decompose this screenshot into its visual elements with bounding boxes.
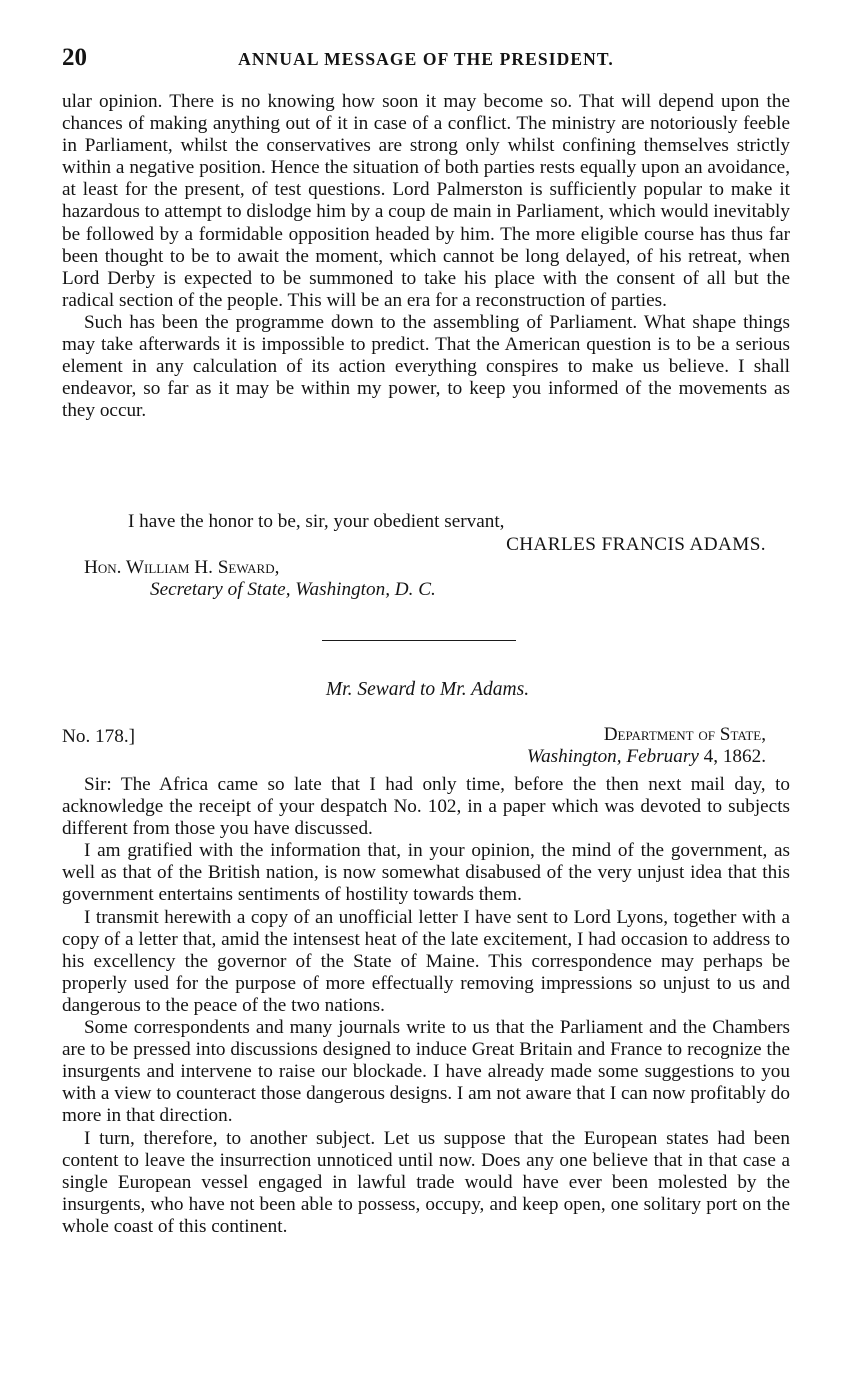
- dateline: [527, 746, 766, 768]
- second-letter-paragraph-3: I transmit herewith a copy of an unofficial letter I have sent to Lord Lyons, together with a copy of a letter that, amid the intensest heat of the late excitement, I had occasion to address to his excellency the governor of the State of Maine. This correspondence may perhaps be properly used for the purpose of more effectually removing impressions so unjust to us and dangerous to the peace of the two nations.: [62, 906, 790, 1016]
- first-letter-paragraph-2: Such has been the programme down to the assembling of Parliament. What shape things may take afterwards it is impossible to predict. That the American question is to be a serious element in any calculation of its action everything conspires to make us believe. I shall endeavor, so far as it may be within my power, to keep you informed of the movements as they occur.: [62, 311, 790, 422]
- section-divider: [322, 640, 516, 641]
- second-letter-paragraph-4: Some correspondents and many journals write to us that the Parliament and the Chambers are to be pressed into discussions designed to induce Great Britain and France to recognize the insurgents and intervene to raise our blockade. I have already made some suggestions to you with a view to counteract those dangerous designs. I am not aware that I can now profitably do more in that direction.: [62, 1017, 790, 1127]
- closing-salutation: I have the honor to be, sir, your obedient servant,: [128, 511, 505, 532]
- first-letter-paragraph-1: ular opinion. There is no knowing how soon it may become so. That will depend upon the chances of making anything out of it in case of a conflict. The ministry are notoriously feeble in Parliament, whilst the conservatives are strong only whilst confining themselves strictly within a negative position. Hence the situation of both parties rests equally upon an avoidance, at least for the present, of test questions. Lord Palmerston is sufficiently popular to make it hazardous to attempt to dislodge him by a coup de main in Parliament, which would inevitably be followed by a formidable opposition headed by him. The more eligible course has thus far been thought to be to await the moment, which cannot be long delayed, of his retreat, when Lord Derby is expected to be summoned to take his place with the consent of all but the radical section of the people. This will be an era for a reconstruction of parties.: [62, 91, 790, 311]
- department-heading: Department of State,: [603, 724, 766, 745]
- addressee-name: Hon. William H. Seward,: [84, 557, 280, 578]
- first-letter-body: [62, 91, 790, 422]
- addressee-title: Secretary of State, Washington, D. C.: [150, 579, 436, 600]
- dateline-place: Washington, February: [526, 746, 699, 767]
- second-letter-paragraph-5: I turn, therefore, to another subject. Let us suppose that the European states had been content to leave the insurrection unnoticed until now. Does any one believe that in that case a single European vessel engaged in lawful trade would have ever been molested by the insurgents, who have not been able to possess, occupy, and keep open, one solitary port on the whole coast of this continent.: [62, 1127, 790, 1237]
- second-letter-body: [62, 774, 790, 1238]
- page-number: 20: [62, 44, 87, 71]
- signature: CHARLES FRANCIS ADAMS.: [506, 534, 766, 555]
- letter-title: Mr. Seward to Mr. Adams.: [325, 679, 530, 700]
- running-head: [62, 44, 790, 74]
- despatch-number: No. 178.]: [62, 726, 136, 747]
- second-letter-paragraph-1: Sir: The Africa came so late that I had only time, before the then next mail day, to acknowledge the receipt of your despatch No. 102, in a paper which was devoted to subjects different from those you have discussed.: [62, 774, 790, 840]
- dateline-date: 4, 1862.: [703, 746, 766, 767]
- second-letter-paragraph-2: I am gratified with the information that, in your opinion, the mind of the government, as well as that of the British nation, is now somewhat disabused of the very unjust idea that this government entertains sentiments of hostility towards them.: [62, 840, 790, 906]
- running-head-title: ANNUAL MESSAGE OF THE PRESIDENT.: [238, 49, 614, 69]
